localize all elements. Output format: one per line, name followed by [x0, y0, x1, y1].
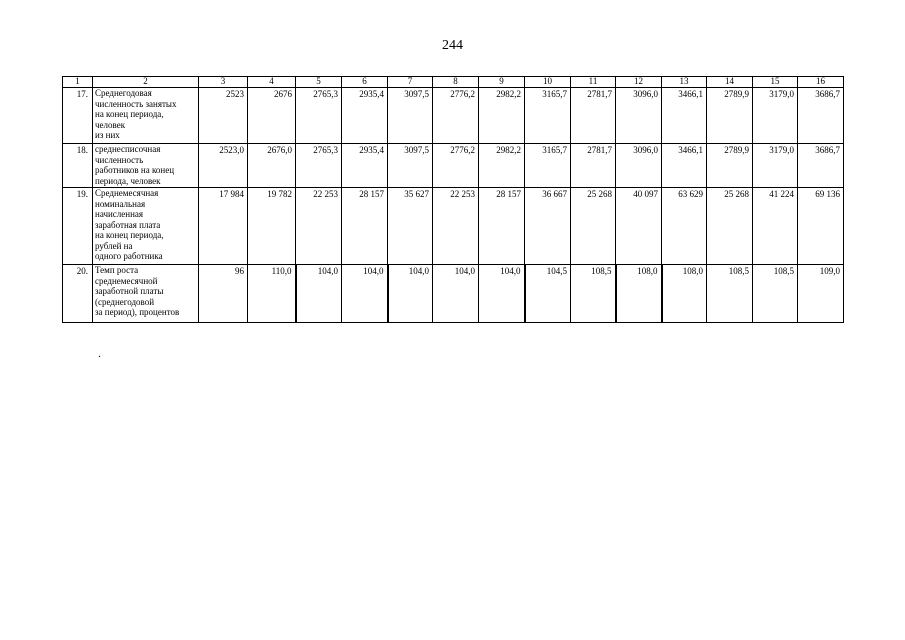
column-header: 8: [433, 77, 479, 88]
column-header: 7: [388, 77, 433, 88]
column-header: 16: [798, 77, 844, 88]
table-cell: 2776,2: [433, 144, 479, 188]
table-cell: 104,0: [388, 265, 433, 323]
column-header: 4: [248, 77, 296, 88]
column-header: 10: [525, 77, 571, 88]
row-label: Среднемесячная номинальная начисленная заработная плата на конец периода, рублей на одного работника: [93, 188, 199, 265]
table-cell: 3179,0: [753, 88, 798, 144]
table-cell: 17 984: [199, 188, 248, 265]
table-cell: 69 136: [798, 188, 844, 265]
column-header: 9: [479, 77, 525, 88]
row-label: Темп роста среднемесячной заработной платы (среднегодовой за период), процентов: [93, 265, 199, 323]
table-cell: 22 253: [433, 188, 479, 265]
table-row: [63, 144, 844, 188]
table-cell: 2781,7: [571, 144, 616, 188]
table-cell: 104,5: [525, 265, 571, 323]
table-cell: 108,5: [571, 265, 616, 323]
table-cell: 3466,1: [662, 88, 707, 144]
table-cell: 104,0: [296, 265, 342, 323]
table-cell: 2789,9: [707, 144, 753, 188]
row-label: среднесписочная численность работников на конец периода, человек: [93, 144, 199, 188]
table-cell: 19 782: [248, 188, 296, 265]
table-row: [63, 265, 844, 323]
footnote-mark: .: [98, 346, 101, 360]
column-header: 15: [753, 77, 798, 88]
table-row: [63, 188, 844, 265]
table-cell: 25 268: [707, 188, 753, 265]
column-header: 13: [662, 77, 707, 88]
table-cell: 25 268: [571, 188, 616, 265]
row-number: 18.: [63, 144, 93, 188]
table-cell: 22 253: [296, 188, 342, 265]
column-header: 14: [707, 77, 753, 88]
column-header: 3: [199, 77, 248, 88]
table-cell: 3096,0: [616, 88, 662, 144]
column-header: 1: [63, 77, 93, 88]
table-cell: 3165,7: [525, 88, 571, 144]
column-header: 5: [296, 77, 342, 88]
statistics-table: [62, 76, 844, 323]
column-header: 11: [571, 77, 616, 88]
table-cell: 2765,3: [296, 144, 342, 188]
table-cell: 35 627: [388, 188, 433, 265]
table-cell: 2523: [199, 88, 248, 144]
table-cell: 104,0: [433, 265, 479, 323]
table-cell: 3097,5: [388, 144, 433, 188]
table-cell: 108,5: [753, 265, 798, 323]
table-cell: 36 667: [525, 188, 571, 265]
table-cell: 63 629: [662, 188, 707, 265]
table-cell: 40 097: [616, 188, 662, 265]
table-cell: 2765,3: [296, 88, 342, 144]
table-cell: 2676,0: [248, 144, 296, 188]
table-cell: 3686,7: [798, 88, 844, 144]
table-cell: 2523,0: [199, 144, 248, 188]
table-cell: 108,0: [662, 265, 707, 323]
row-number: 19.: [63, 188, 93, 265]
table-cell: 108,5: [707, 265, 753, 323]
row-number: 20.: [63, 265, 93, 323]
table-cell: 3686,7: [798, 144, 844, 188]
column-header: 12: [616, 77, 662, 88]
table-cell: 3097,5: [388, 88, 433, 144]
table-cell: 2982,2: [479, 88, 525, 144]
row-label: Среднегодовая численность занятых на конец периода, человек из них: [93, 88, 199, 144]
table-cell: 2776,2: [433, 88, 479, 144]
column-header: 6: [342, 77, 388, 88]
table-row: [63, 88, 844, 144]
table-cell: 104,0: [479, 265, 525, 323]
table-cell: 110,0: [248, 265, 296, 323]
page-number: 244: [442, 38, 463, 53]
table-cell: 2982,2: [479, 144, 525, 188]
table-cell: 3096,0: [616, 144, 662, 188]
column-header: 2: [93, 77, 199, 88]
row-number: 17.: [63, 88, 93, 144]
header-row: [63, 77, 844, 88]
table-cell: 108,0: [616, 265, 662, 323]
table-cell: 109,0: [798, 265, 844, 323]
table-cell: 2676: [248, 88, 296, 144]
table-cell: 104,0: [342, 265, 388, 323]
table-cell: 96: [199, 265, 248, 323]
table-cell: 3165,7: [525, 144, 571, 188]
table-cell: 41 224: [753, 188, 798, 265]
table-cell: 3466,1: [662, 144, 707, 188]
table-cell: 28 157: [342, 188, 388, 265]
table-cell: 2935,4: [342, 88, 388, 144]
table-cell: 3179,0: [753, 144, 798, 188]
table-cell: 2781,7: [571, 88, 616, 144]
table-cell: 2789,9: [707, 88, 753, 144]
table-cell: 2935,4: [342, 144, 388, 188]
table-cell: 28 157: [479, 188, 525, 265]
